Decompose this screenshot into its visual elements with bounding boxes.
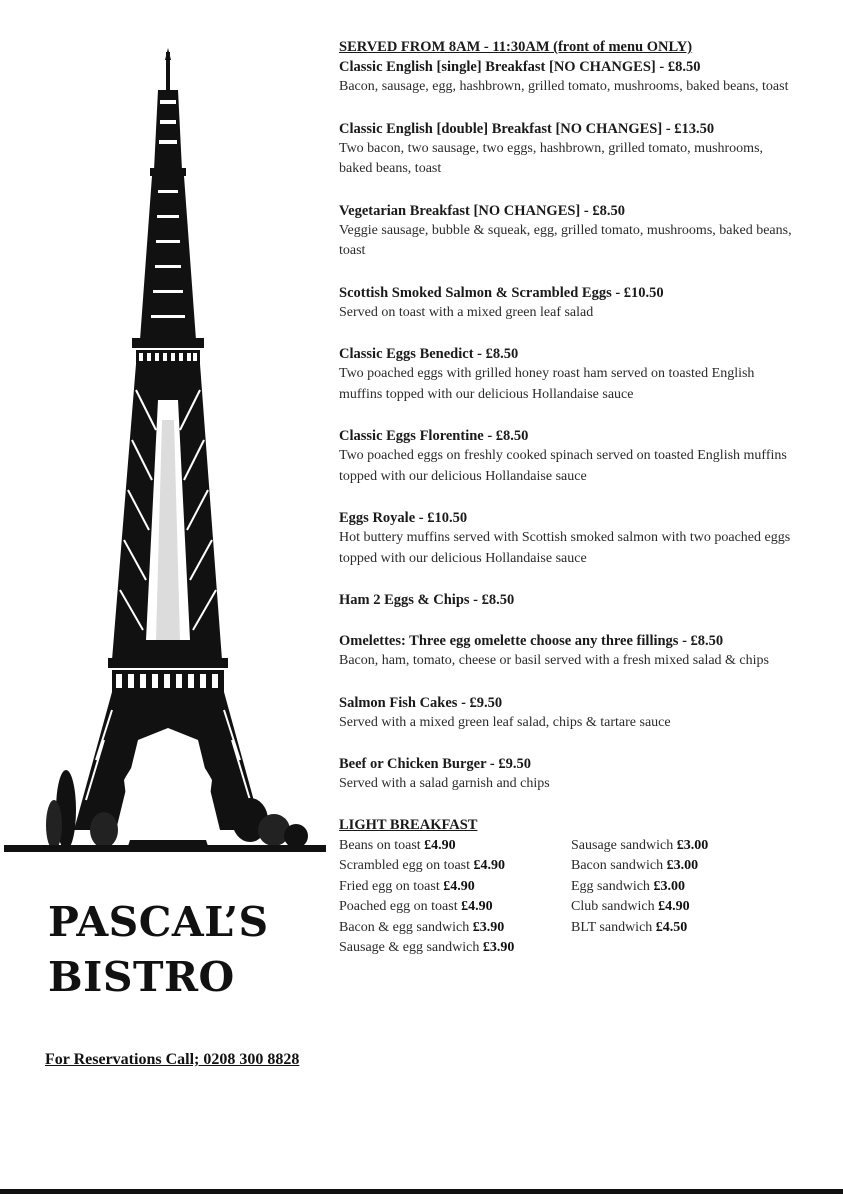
light-breakfast-item-price: £3.90 bbox=[472, 919, 505, 935]
light-breakfast-item-name: Sausage & egg sandwich bbox=[339, 940, 480, 955]
menu-item-title: Omelettes: Three egg omelette choose any three fillings - £8.50 bbox=[339, 633, 724, 649]
light-breakfast-item bbox=[571, 856, 708, 877]
menu-item-title: Classic English [double] Breakfast [NO CHANGES] - £13.50 bbox=[339, 120, 715, 137]
menu-item bbox=[339, 57, 799, 98]
breakfast-menu bbox=[339, 38, 799, 959]
bottom-rule bbox=[0, 1189, 843, 1194]
eiffel-tower-illustration bbox=[0, 40, 330, 870]
menu-item bbox=[339, 426, 799, 487]
menu-item-title: Salmon Fish Cakes - £9.50 bbox=[339, 694, 503, 711]
light-breakfast-item bbox=[571, 877, 708, 898]
light-breakfast-item-name: Poached egg on toast bbox=[339, 899, 458, 914]
menu-item bbox=[339, 119, 799, 180]
restaurant-name-line1: PASCAL’S bbox=[48, 898, 269, 946]
menu-item-title: Classic Eggs Florentine - £8.50 bbox=[339, 428, 529, 444]
light-breakfast-item-name: Sausage sandwich bbox=[571, 837, 674, 853]
restaurant-name bbox=[48, 895, 269, 1005]
reservations-line: For Reservations Call; 0208 300 8828 bbox=[45, 1051, 300, 1068]
light-breakfast-item-name: Beans on toast bbox=[339, 837, 421, 853]
light-breakfast-item-price: £4.90 bbox=[473, 858, 506, 873]
light-breakfast-item bbox=[339, 918, 571, 939]
light-breakfast-item-price: £4.90 bbox=[461, 899, 493, 914]
light-breakfast-item bbox=[339, 836, 571, 857]
light-breakfast-item-price: £4.90 bbox=[443, 878, 475, 894]
light-breakfast-item bbox=[571, 836, 708, 857]
menu-item bbox=[339, 201, 799, 262]
menu-item-title: Classic English [single] Breakfast [NO CHANGES] - £8.50 bbox=[339, 59, 701, 75]
light-breakfast-item-price: £3.90 bbox=[482, 940, 515, 955]
menu-items bbox=[339, 57, 799, 795]
menu-item bbox=[339, 754, 799, 795]
menu-item-description: Served with a mixed green leaf salad, chips & tartare sauce bbox=[339, 714, 671, 730]
menu-item-description: Served with a salad garnish and chips bbox=[339, 776, 550, 791]
menu-item-description: Veggie sausage, bubble & squeak, egg, grilled tomato, mushrooms, baked beans, toast bbox=[339, 222, 792, 258]
light-breakfast-item-name: Bacon sandwich bbox=[571, 858, 664, 873]
menu-item-title: Vegetarian Breakfast [NO CHANGES] - £8.50 bbox=[339, 202, 625, 219]
light-breakfast-section bbox=[339, 816, 799, 959]
menu-item-title: Beef or Chicken Burger - £9.50 bbox=[339, 756, 531, 772]
menu-item bbox=[339, 590, 799, 610]
light-breakfast-item bbox=[571, 897, 708, 918]
light-breakfast-item-price: £4.90 bbox=[424, 837, 456, 853]
light-breakfast-item-name: Club sandwich bbox=[571, 899, 655, 914]
light-breakfast-item-name: BLT sandwich bbox=[571, 919, 653, 935]
light-breakfast-item bbox=[339, 938, 571, 959]
light-breakfast-item-price: £3.00 bbox=[653, 878, 685, 894]
menu-item-title: Scottish Smoked Salmon & Scrambled Eggs - £10.50 bbox=[339, 284, 664, 301]
light-breakfast-left-column bbox=[339, 836, 571, 959]
menu-item-description: Bacon, sausage, egg, hashbrown, grilled tomato, mushrooms, baked beans, toast bbox=[339, 79, 789, 94]
menu-item-title: Eggs Royale - £10.50 bbox=[339, 510, 468, 526]
light-breakfast-item-name: Fried egg on toast bbox=[339, 878, 440, 894]
light-breakfast-heading: LIGHT BREAKFAST bbox=[339, 816, 478, 833]
light-breakfast-item-name: Scrambled egg on toast bbox=[339, 858, 471, 873]
light-breakfast-item-price: £4.50 bbox=[655, 919, 688, 935]
light-breakfast-item-price: £3.00 bbox=[666, 858, 699, 873]
menu-item bbox=[339, 283, 799, 324]
light-breakfast-item-name: Bacon & egg sandwich bbox=[339, 919, 470, 935]
menu-item bbox=[339, 693, 799, 734]
light-breakfast-item bbox=[339, 856, 571, 877]
light-breakfast-item-name: Egg sandwich bbox=[571, 878, 650, 894]
menu-item-title: Classic Eggs Benedict - £8.50 bbox=[339, 346, 519, 362]
menu-item bbox=[339, 631, 799, 672]
menu-item-description: Bacon, ham, tomato, cheese or basil served with a fresh mixed salad & chips bbox=[339, 653, 769, 668]
light-breakfast-item bbox=[339, 877, 571, 898]
menu-item-description: Two poached eggs with grilled honey roast ham served on toasted English muffins topped with our delicious Hollandaise sauce bbox=[339, 366, 755, 402]
menu-item-description: Hot buttery muffins served with Scottish smoked salmon with two poached eggs topped with our delicious Hollandaise sauce bbox=[339, 530, 791, 566]
menu-item bbox=[339, 344, 799, 405]
menu-item-title: Ham 2 Eggs & Chips - £8.50 bbox=[339, 592, 515, 608]
restaurant-name-line2: BISTRO bbox=[48, 953, 235, 1001]
light-breakfast-right-column bbox=[571, 836, 708, 959]
light-breakfast-item-price: £4.90 bbox=[658, 899, 690, 914]
light-breakfast-item bbox=[339, 897, 571, 918]
served-hours-heading: SERVED FROM 8AM - 11:30AM (front of menu ONLY) bbox=[339, 39, 693, 55]
light-breakfast-item-price: £3.00 bbox=[676, 837, 709, 853]
light-breakfast-item bbox=[571, 918, 708, 939]
menu-item-description: Two bacon, two sausage, two eggs, hashbrown, grilled tomato, mushrooms, baked beans, toast bbox=[339, 140, 764, 176]
menu-item-description: Served on toast with a mixed green leaf salad bbox=[339, 304, 594, 320]
menu-item-description: Two poached eggs on freshly cooked spinach served on toasted English muffins topped with our delicious Hollandaise sauce bbox=[339, 448, 787, 484]
menu-item bbox=[339, 508, 799, 569]
